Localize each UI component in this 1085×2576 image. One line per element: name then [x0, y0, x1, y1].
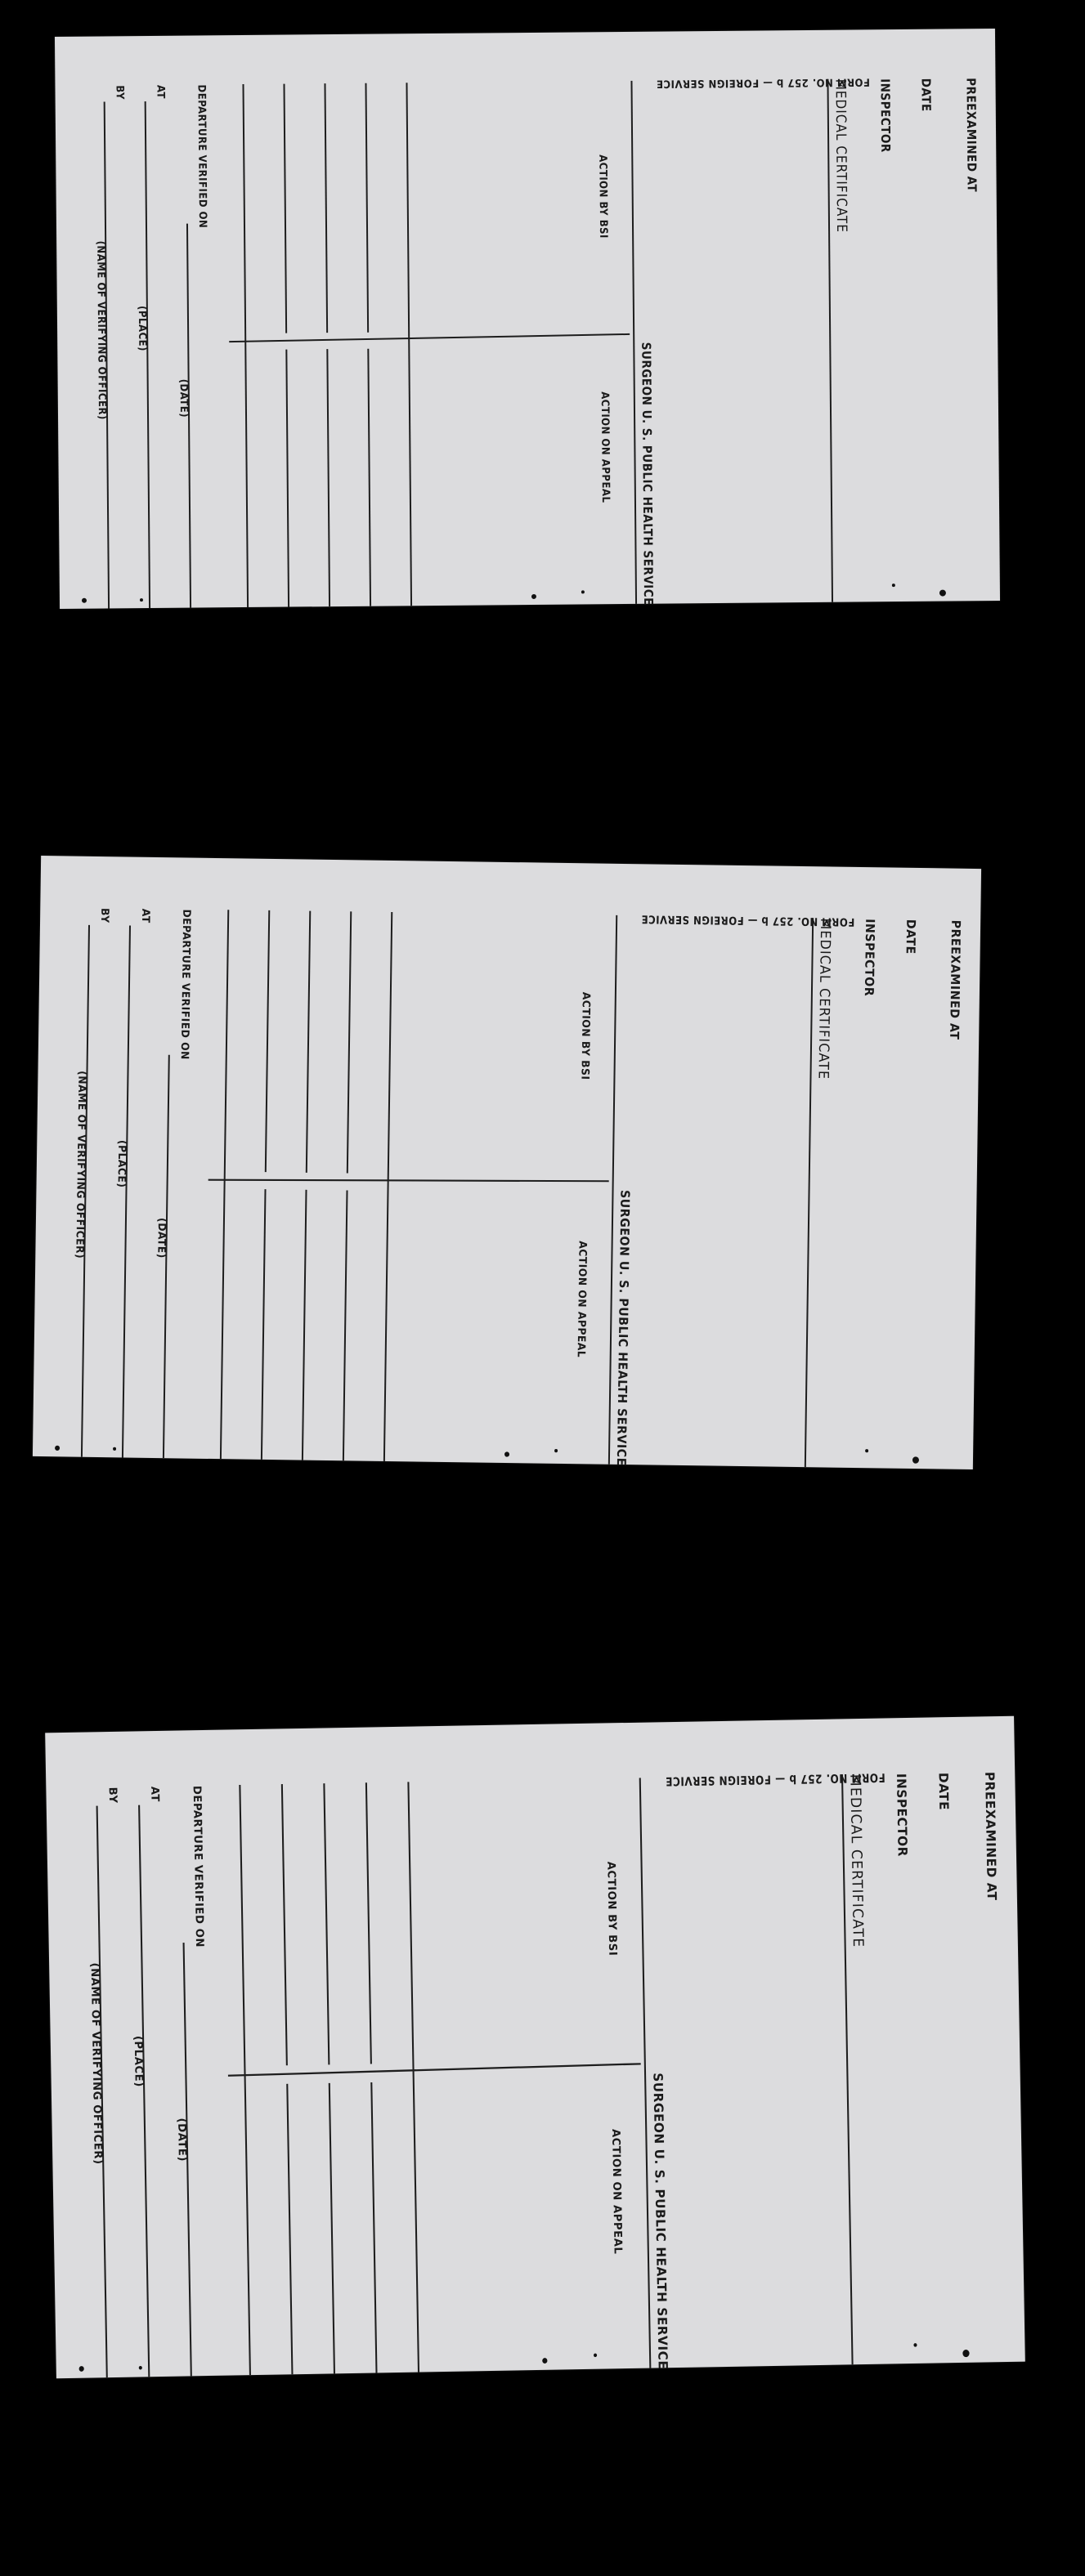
speck [140, 598, 143, 602]
at-rule [123, 926, 130, 1458]
preexamined-at-label: PREEXAMINED AT [947, 919, 963, 1040]
inspector-label: INSPECTOR [894, 1773, 911, 1858]
form-number-label: FORM NO. 257 b — FOREIGN SERVICE [665, 1770, 885, 1788]
date-caption: (DATE) [155, 1218, 168, 1259]
form-card-1 [55, 29, 1000, 609]
ruled-line-1 [384, 912, 392, 1461]
form-card-svg [45, 1716, 1025, 2379]
speck [79, 2366, 84, 2372]
date-label: DATE [935, 1772, 952, 1811]
action-on-appeal-label: ACTION ON APPEAL [609, 2128, 625, 2255]
surgeon-rule [640, 1778, 651, 2368]
speck [113, 1447, 116, 1451]
departure-verified-label: DEPARTURE VERIFIED ON [195, 84, 209, 229]
form-card-3 [45, 1716, 1025, 2379]
action-on-appeal-label: ACTION ON APPEAL [574, 1241, 589, 1358]
inspector-label: INSPECTOR [877, 78, 894, 153]
ruled-line-7 [262, 1189, 266, 1460]
speck [554, 1449, 558, 1452]
ruled-line-4 [324, 1783, 329, 2064]
place-caption: (PLACE) [135, 306, 149, 352]
surgeon-label: SURGEON U. S. PUBLIC HEALTH SERVICE [613, 1189, 633, 1466]
speck [913, 2343, 917, 2347]
ruled-line-4 [325, 83, 327, 333]
at-label: AT [139, 908, 152, 924]
form-number-label: FORM NO. 257 b — FOREIGN SERVICE [656, 75, 870, 90]
ruled-line-2 [365, 83, 368, 333]
ruled-line-8 [243, 84, 248, 607]
action-divider [208, 1175, 609, 1185]
at-label: AT [148, 1786, 161, 1803]
by-label: BY [105, 1787, 119, 1804]
ruled-line-3 [343, 1191, 347, 1461]
action-divider [228, 2064, 641, 2075]
medical-certificate-label: MEDICAL CERTIFICATE [814, 918, 833, 1080]
speck [82, 598, 87, 603]
action-by-bsi-label: ACTION BY BSI [604, 1861, 619, 1957]
ruled-line-6 [284, 84, 286, 333]
date-caption: (DATE) [175, 2118, 189, 2162]
date-label: DATE [903, 919, 918, 955]
action-on-appeal-label: ACTION ON APPEAL [598, 391, 612, 503]
ruled-line-8 [240, 1785, 250, 2375]
speck [139, 2366, 142, 2370]
ruled-line-7 [286, 350, 289, 607]
speck [55, 1446, 60, 1451]
surgeon-label: SURGEON U. S. PUBLIC HEALTH SERVICE [639, 342, 657, 606]
ruled-line-5 [303, 1190, 307, 1460]
place-caption: (PLACE) [114, 1139, 128, 1188]
speck [865, 1449, 868, 1452]
inspector-label: INSPECTOR [861, 919, 877, 997]
speck [581, 590, 585, 593]
verifying-officer-caption: (NAME OF VERIFYING OFFICER) [94, 240, 109, 420]
form-card-svg [55, 29, 1000, 609]
surgeon-rule [631, 81, 636, 604]
speck [912, 1456, 919, 1464]
place-caption: (PLACE) [131, 2035, 146, 2087]
certificate-rule [805, 918, 813, 1467]
date-caption: (DATE) [177, 378, 191, 418]
at-rule [139, 1805, 149, 2377]
speck [531, 594, 536, 599]
action-divider [229, 334, 630, 342]
ruled-line-6 [266, 910, 269, 1172]
verifying-officer-caption: (NAME OF VERIFYING OFFICER) [73, 1071, 88, 1259]
preexamined-at-label: PREEXAMINED AT [963, 78, 980, 193]
ruled-line-3 [371, 2082, 376, 2373]
at-rule [146, 101, 150, 608]
ruled-line-2 [347, 911, 351, 1173]
speck [892, 584, 895, 587]
ruled-line-3 [368, 349, 370, 606]
ruled-line-5 [330, 2083, 334, 2373]
ruled-line-8 [221, 910, 228, 1459]
medical-certificate-label: MEDICAL CERTIFICATE [846, 1773, 867, 1948]
ruled-line-1 [408, 1782, 419, 2372]
form-number-label: FORM NO. 257 b — FOREIGN SERVICE [641, 912, 855, 928]
action-by-bsi-label: ACTION BY BSI [578, 991, 592, 1080]
medical-certificate-label: MEDICAL CERTIFICATE [832, 78, 850, 234]
speck [594, 2354, 597, 2358]
speck [962, 2350, 969, 2357]
form-card-svg [33, 856, 981, 1469]
preexamined-at-label: PREEXAMINED AT [982, 1771, 1000, 1901]
speck [504, 1451, 509, 1456]
at-label: AT [154, 84, 167, 100]
departure-verified-label: DEPARTURE VERIFIED ON [177, 909, 193, 1060]
form-card-2 [33, 856, 981, 1469]
ruled-line-2 [366, 1782, 371, 2064]
departure-verified-label: DEPARTURE VERIFIED ON [190, 1785, 206, 1948]
by-label: BY [98, 907, 111, 924]
action-by-bsi-label: ACTION BY BSI [596, 154, 610, 239]
ruled-line-7 [287, 2084, 292, 2374]
ruled-line-5 [327, 349, 330, 606]
date-label: DATE [918, 78, 934, 112]
verifying-officer-caption: (NAME OF VERIFYING OFFICER) [87, 1962, 105, 2165]
ruled-line-6 [282, 1784, 287, 2065]
certificate-rule [827, 79, 832, 602]
by-label: BY [113, 85, 126, 101]
surgeon-label: SURGEON U. S. PUBLIC HEALTH SERVICE [650, 2073, 670, 2370]
speck [939, 590, 946, 597]
ruled-line-4 [307, 911, 310, 1173]
ruled-line-1 [406, 83, 411, 606]
speck [542, 2358, 547, 2364]
